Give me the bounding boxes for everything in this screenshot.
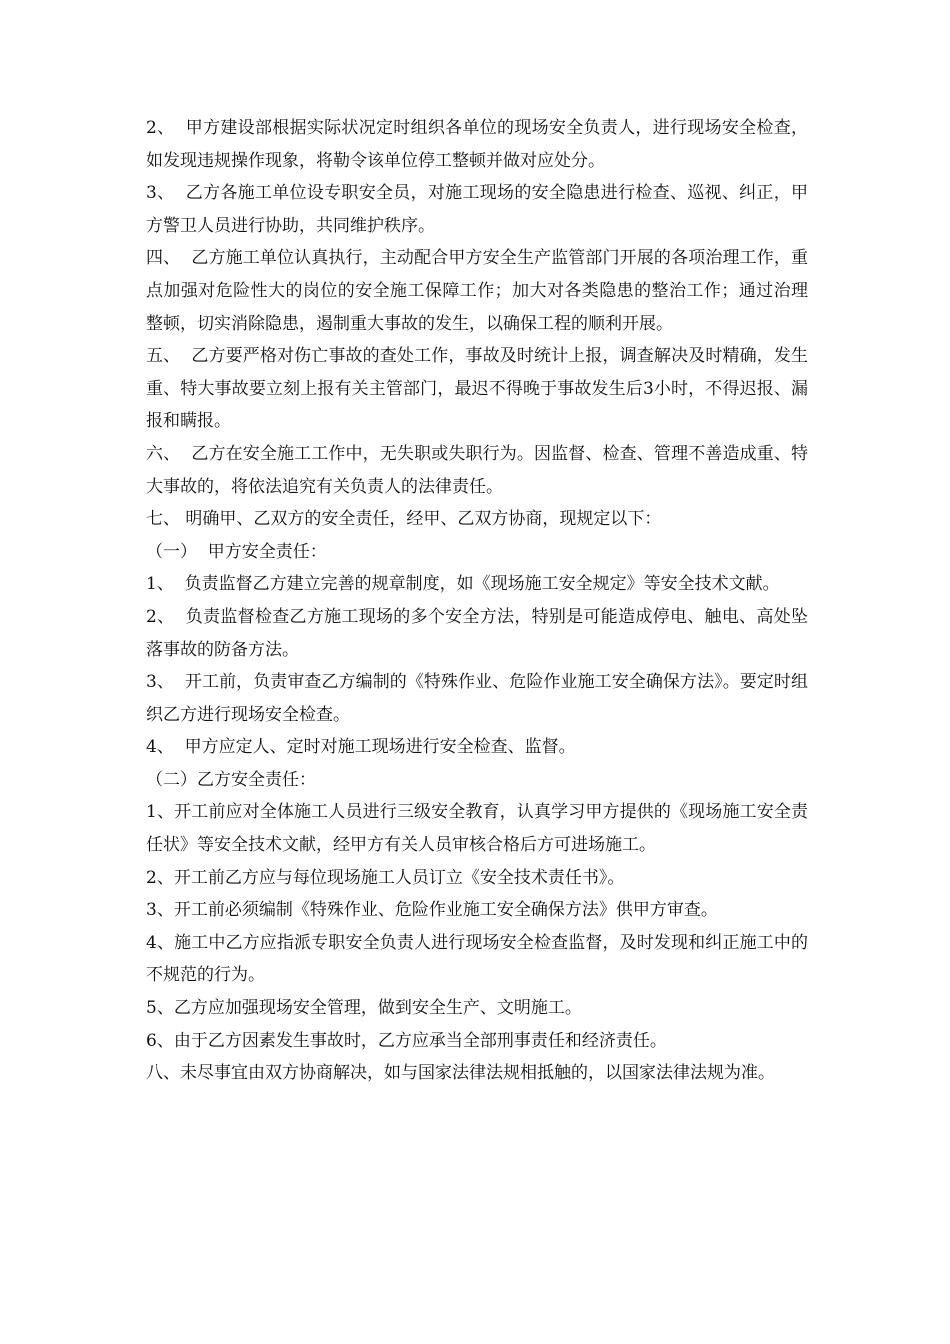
paragraph-party-a-2: 2、 负责监督检查乙方施工现场的多个安全方法，特别是可能造成停电、触电、高处坠落事故的防备方法。 [146, 606, 808, 660]
paragraph-section-5: 五、 乙方要严格对伤亡事故的查处工作，事故及时统计上报，调查解决及时精确，发生重、特大事故要立刻上报有关主管部门，最迟不得晚于事故发生后3小时，不得迟报、漏报和瞒报。 [146, 346, 808, 432]
paragraph-item-2-inspection: 2、 甲方建设部根据实际状况定时组织各单位的现场安全负责人，进行现场安全检查，如发现违规操作现象，将勒令该单位停工整顿并做对应处分。 [146, 118, 808, 171]
document-body [146, 112, 808, 1090]
paragraph-party-b-3: 3、开工前必须编制《特殊作业、危险作业施工安全确保方法》供甲方审查。 [146, 900, 718, 921]
paragraph-party-a-4: 4、 甲方应定人、定时对施工现场进行安全检查、监督。 [146, 737, 576, 758]
paragraph-party-b-4: 4、施工中乙方应指派专职安全负责人进行现场安全检查监督，及时发现和纠正施工中的不规范的行为。 [146, 932, 808, 986]
paragraph-party-b-6: 6、由于乙方因素发生事故时，乙方应承当全部刑事责任和经济责任。 [146, 1030, 667, 1051]
paragraph-party-a-1: 1、 负责监督乙方建立完善的规章制度，如《现场施工安全规定》等安全技术文献。 [146, 574, 780, 595]
paragraph-party-b-5: 5、乙方应加强现场安全管理，做到安全生产、文明施工。 [146, 998, 582, 1019]
paragraph-party-a-3: 3、 开工前，负责审查乙方编制的《特殊作业、危险作业施工安全确保方法》。要定时组织乙方进行现场安全检查。 [146, 672, 808, 725]
paragraph-section-6: 六、 乙方在安全施工工作中，无失职或失职行为。因监督、检查、管理不善造成重、特大事故的，将依法追究有关负责人的法律责任。 [146, 443, 808, 497]
paragraph-section-4: 四、 乙方施工单位认真执行，主动配合甲方安全生产监管部门开展的各项治理工作，重点加强对危险性大的岗位的安全施工保障工作；加大对各类隐患的整治工作；通过治理整顿，切实消除隐患，遏制重大事故的发生，以确保工程的顺利开展。 [146, 248, 808, 334]
paragraph-section-8: 八、未尽事宜由双方协商解决，如与国家法律法规相抵触的，以国家法律法规为准。 [146, 1063, 775, 1084]
paragraph-section-7: 七、 明确甲、乙双方的安全责任，经甲、乙双方协商，现规定以下： [146, 509, 662, 530]
paragraph-party-b-1: 1、开工前应对全体施工人员进行三级安全教育，认真学习甲方提供的《现场施工安全责任状》等安全技术文献，经甲方有关人员审核合格后方可进场施工。 [146, 802, 808, 856]
subheading-party-a-responsibility: （一） 甲方安全责任： [146, 541, 327, 562]
subheading-party-b-responsibility: （二）乙方安全责任： [146, 769, 316, 790]
paragraph-party-b-2: 2、开工前乙方应与每位现场施工人员订立《安全技术责任书》。 [146, 867, 625, 888]
paragraph-item-3-safety-officer: 3、 乙方各施工单位设专职安全员，对施工现场的安全隐患进行检查、巡视、纠正，甲方警卫人员进行协助，共同维护秩序。 [146, 183, 808, 236]
